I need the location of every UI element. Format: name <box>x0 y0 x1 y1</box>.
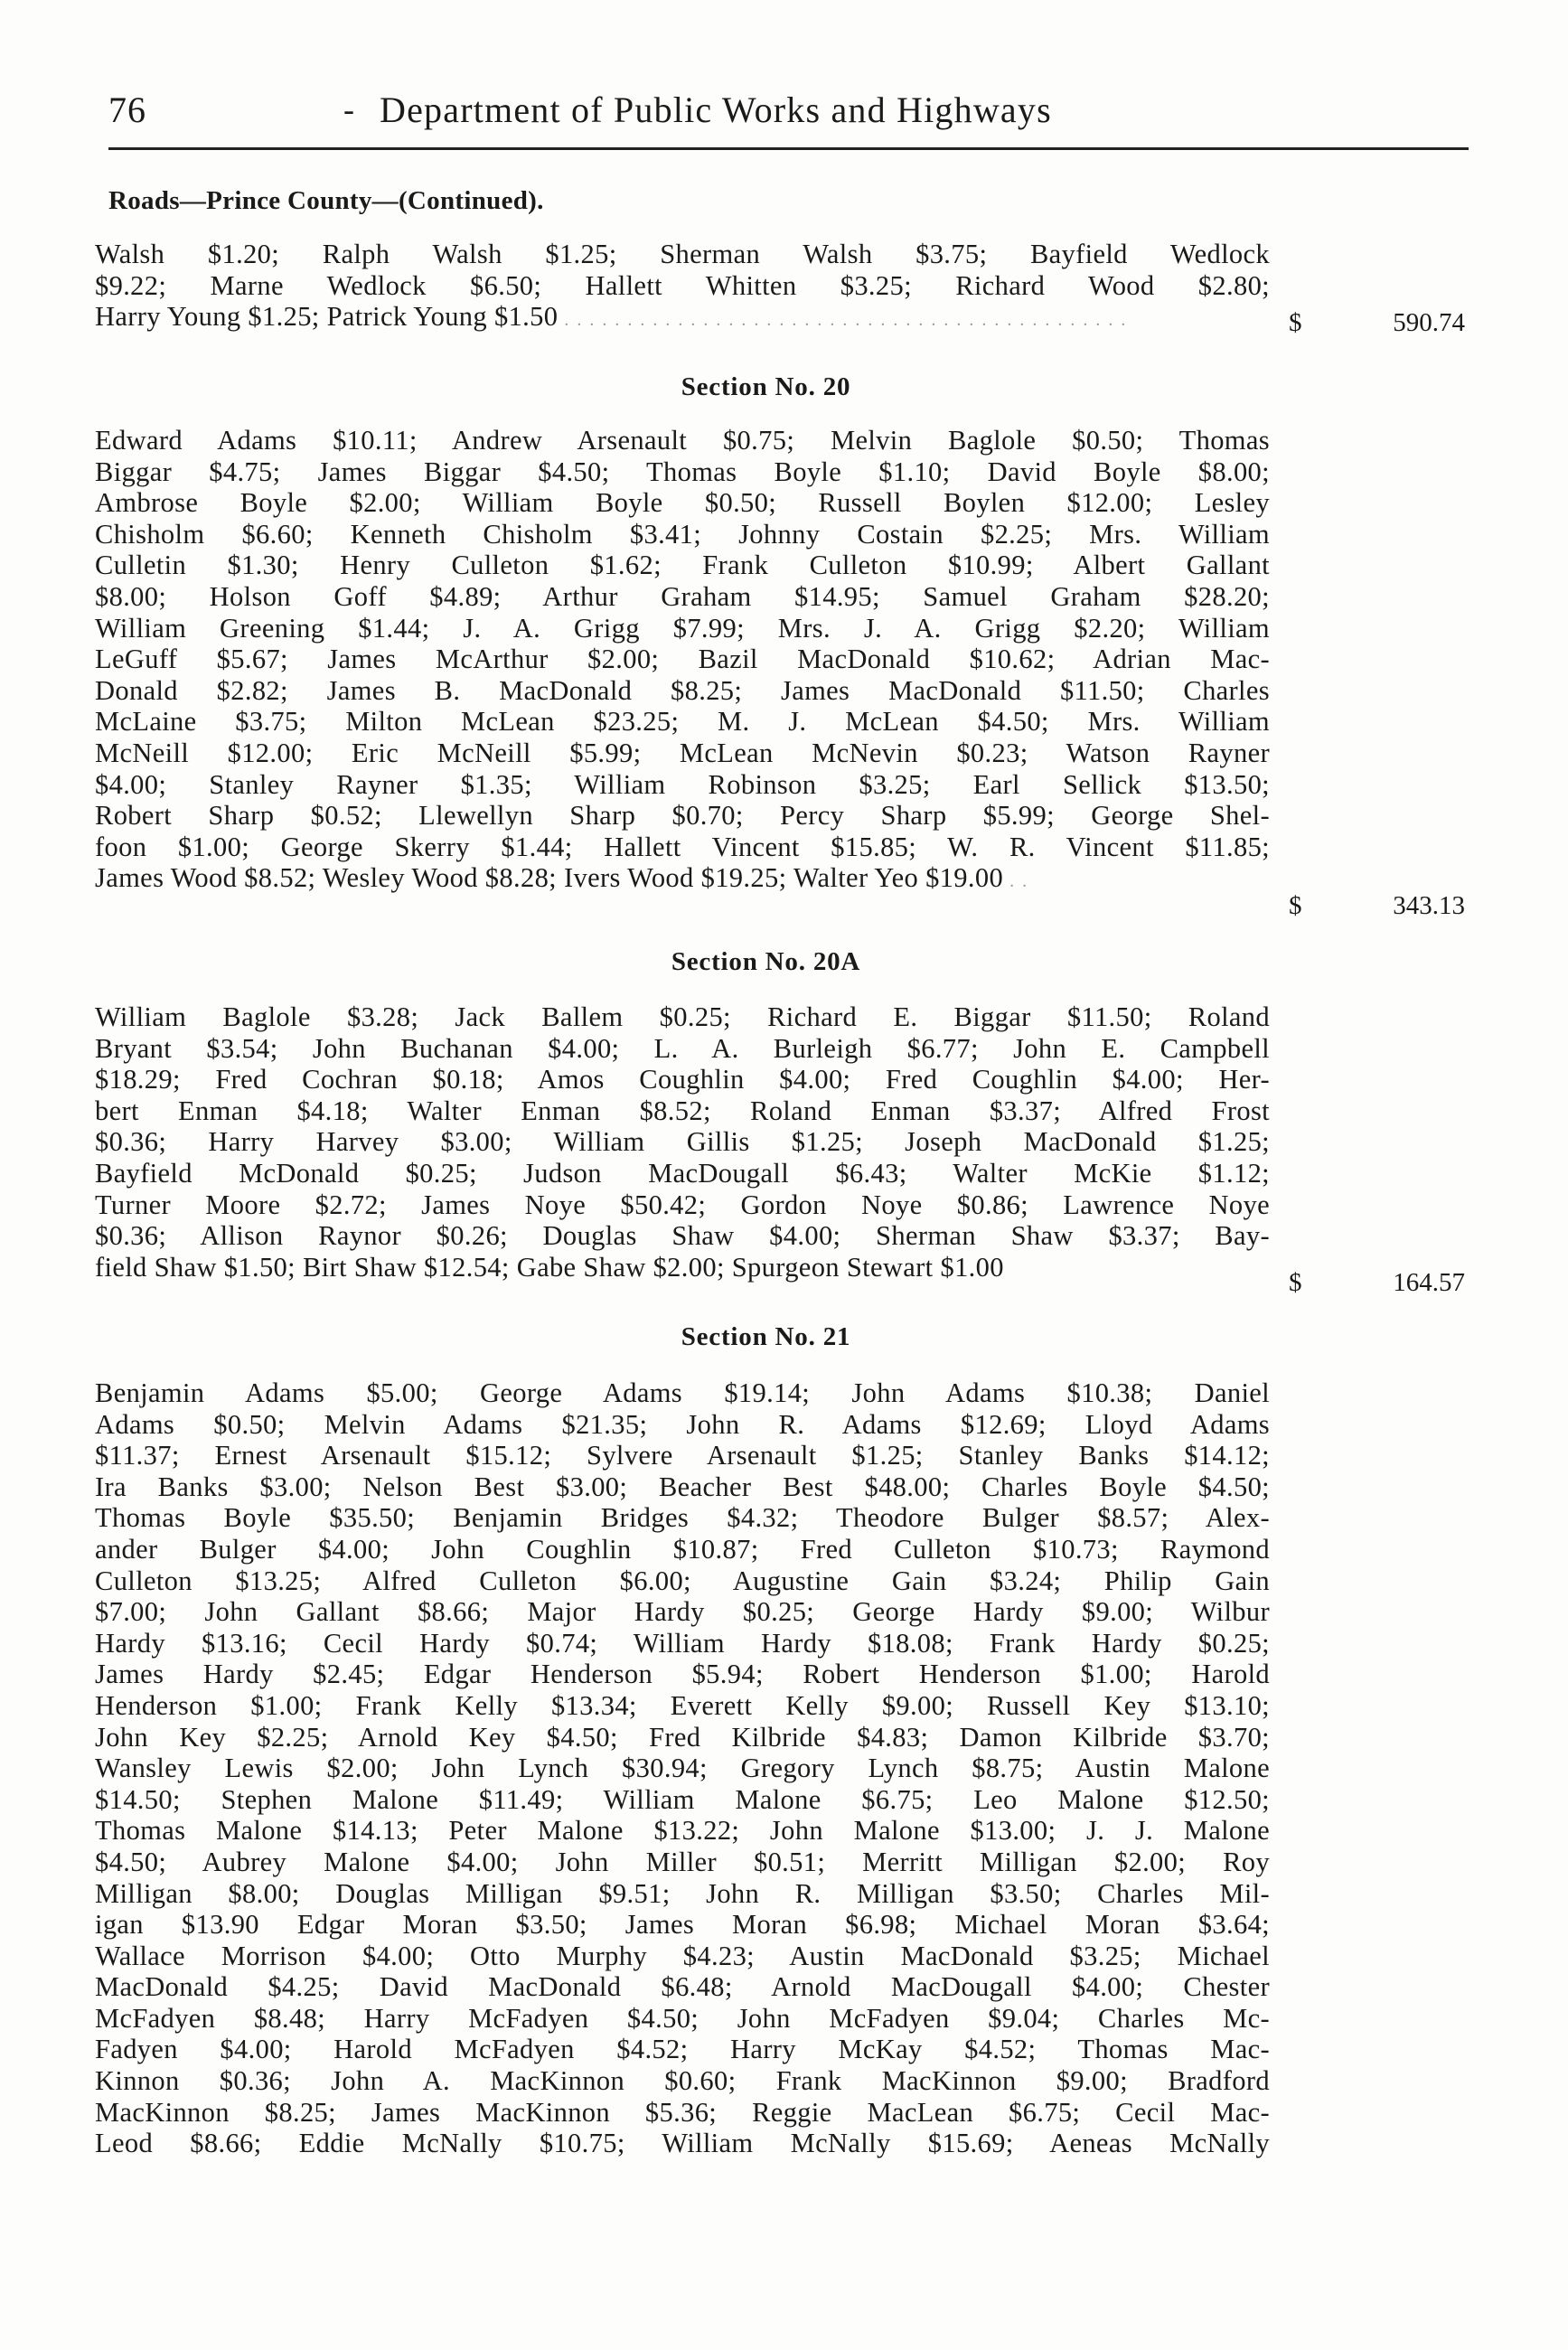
section-entries <box>95 1377 1270 2159</box>
entry-line: $11.37; Ernest Arsenault $15.12; Sylvere Arsenault $1.25; Stanley Banks $14.12; <box>95 1440 1270 1471</box>
entry-line: Thomas Boyle $35.50; Benjamin Bridges $4.32; Theodore Bulger $8.57; Alex- <box>95 1502 1270 1534</box>
entry-line: Milligan $8.00; Douglas Milligan $9.51; John R. Milligan $3.50; Charles Mil- <box>95 1877 1270 1909</box>
entry-line: McLaine $3.75; Milton McLean $23.25; M. J. McLean $4.50; Mrs. William <box>95 706 1270 738</box>
section-heading <box>0 372 1568 402</box>
leader-dots: . . . . . . . . . . . . . . . . . . . . . . . . . . . . . . . . . . . . . . . . . . . . . <box>558 310 1128 331</box>
entry-line-text: Harry Young $1.25; Patrick Young $1.50 <box>95 301 559 333</box>
entry-line: Kinnon $0.36; John A. MacKinnon $0.60; Frank MacKinnon $9.00; Bradford <box>95 2065 1270 2097</box>
section-heading-text: Section No. 21 <box>681 1322 851 1351</box>
section-entries-continued <box>95 239 1270 336</box>
entry-line: Donald $2.82; James B. MacDonald $8.25; James MacDonald $11.50; Charles <box>95 674 1270 706</box>
entry-line: Turner Moore $2.72; James Noye $50.42; Gordon Noye $0.86; Lawrence Noye <box>95 1189 1270 1220</box>
entry-line: McNeill $12.00; Eric McNeill $5.99; McLean McNevin $0.23; Watson Rayner <box>95 737 1270 768</box>
entry-line-text: James Wood $8.52; Wesley Wood $8.28; Ivers Wood $19.25; Walter Yeo $19.00 <box>95 862 1004 894</box>
entry-line: Wansley Lewis $2.00; John Lynch $30.94; Gregory Lynch $8.75; Austin Malone <box>95 1753 1270 1784</box>
entry-line: Benjamin Adams $5.00; George Adams $19.14; John Adams $10.38; Daniel <box>95 1377 1270 1408</box>
entry-line: foon $1.00; George Skerry $1.44; Hallett Vincent $15.85; W. R. Vincent $11.85; <box>95 831 1270 862</box>
section-heading-text: Section No. 20 <box>681 372 851 401</box>
entry-line: Leod $8.66; Eddie McNally $10.75; William McNally $15.69; Aeneas McNally <box>95 2128 1270 2159</box>
entry-line: Culleton $13.25; Alfred Culleton $6.00; Augustine Gain $3.24; Philip Gain <box>95 1565 1270 1596</box>
currency-sign: $ <box>1289 308 1302 337</box>
section-entries <box>95 1001 1270 1283</box>
entry-line: McFadyen $8.48; Harry McFadyen $4.50; John McFadyen $9.04; Charles Mc- <box>95 2002 1270 2034</box>
entry-line: Fadyen $4.00; Harold McFadyen $4.52; Harry McKay $4.52; Thomas Mac- <box>95 2034 1270 2065</box>
section-entries <box>95 425 1270 898</box>
entry-line: $0.36; Allison Raynor $0.26; Douglas Shaw $4.00; Sherman Shaw $3.37; Bay- <box>95 1220 1270 1252</box>
page-number: 76 <box>108 89 146 130</box>
section-heading-text: Section No. 20A <box>671 947 861 976</box>
total-value: 164.57 <box>1393 1268 1465 1297</box>
entry-line-text: field Shaw $1.50; Birt Shaw $12.54; Gabe Shaw $2.00; Spurgeon Stewart $1.00 <box>95 1251 1004 1283</box>
entry-line: Chisholm $6.60; Kenneth Chisholm $3.41; Johnny Costain $2.25; Mrs. William <box>95 518 1270 550</box>
entry-line: ander Bulger $4.00; John Coughlin $10.87; Fred Culleton $10.73; Raymond <box>95 1533 1270 1565</box>
entry-line: John Key $2.25; Arnold Key $4.50; Fred Kilbride $4.83; Damon Kilbride $3.70; <box>95 1721 1270 1753</box>
entry-line: igan $13.90 Edgar Moran $3.50; James Moran $6.98; Michael Moran $3.64; <box>95 1909 1270 1941</box>
page-title: Department of Public Works and Highways <box>380 89 1052 130</box>
entry-line: James Hardy $2.45; Edgar Henderson $5.94; Robert Henderson $1.00; Harold <box>95 1659 1270 1690</box>
entry-line: Wallace Morrison $4.00; Otto Murphy $4.23; Austin MacDonald $3.25; Michael <box>95 1940 1270 1971</box>
entry-line: $14.50; Stephen Malone $11.49; William Malone $6.75; Leo Malone $12.50; <box>95 1783 1270 1815</box>
currency-sign: $ <box>1289 891 1302 920</box>
entry-line: $9.22; Marne Wedlock $6.50; Hallett Whitten $3.25; Richard Wood $2.80; <box>95 269 1270 301</box>
section-heading <box>0 1322 1568 1352</box>
entry-line: Edward Adams $10.11; Andrew Arsenault $0.75; Melvin Baglole $0.50; Thomas <box>95 425 1270 456</box>
entry-line-last <box>95 862 1270 898</box>
entry-line-last <box>95 301 1270 336</box>
section-heading <box>0 947 1568 977</box>
entry-line: $0.36; Harry Harvey $3.00; William Gillis $1.25; Joseph MacDonald $1.25; <box>95 1126 1270 1158</box>
entry-line: Culletin $1.30; Henry Culleton $1.62; Frank Culleton $10.99; Albert Gallant <box>95 550 1270 581</box>
entry-line: Bryant $3.54; John Buchanan $4.00; L. A. Burleigh $6.77; John E. Campbell <box>95 1032 1270 1064</box>
currency-sign: $ <box>1289 1268 1302 1297</box>
entry-line: Ambrose Boyle $2.00; William Boyle $0.50; Russell Boylen $12.00; Lesley <box>95 487 1270 519</box>
header-rule <box>108 147 1469 150</box>
entry-line: bert Enman $4.18; Walter Enman $8.52; Roland Enman $3.37; Alfred Frost <box>95 1095 1270 1126</box>
entry-line: Hardy $13.16; Cecil Hardy $0.74; William Hardy $18.08; Frank Hardy $0.25; <box>95 1627 1270 1659</box>
entry-line: Bayfield McDonald $0.25; Judson MacDougall $6.43; Walter McKie $1.12; <box>95 1157 1270 1189</box>
entry-line: $18.29; Fred Cochran $0.18; Amos Coughlin $4.00; Fred Coughlin $4.00; Her- <box>95 1064 1270 1095</box>
header-dash: - <box>343 91 354 127</box>
total-value: 343.13 <box>1393 891 1465 920</box>
entry-line: $4.00; Stanley Rayner $1.35; William Robinson $3.25; Earl Sellick $13.50; <box>95 768 1270 800</box>
page-header <box>108 89 1469 145</box>
entry-line: Biggar $4.75; James Biggar $4.50; Thomas Boyle $1.10; David Boyle $8.00; <box>95 456 1270 487</box>
entry-line: William Baglole $3.28; Jack Ballem $0.25; Richard E. Biggar $11.50; Roland <box>95 1001 1270 1032</box>
entry-line: $4.50; Aubrey Malone $4.00; John Miller $0.51; Merritt Milligan $2.00; Roy <box>95 1846 1270 1877</box>
leader-dots: . . <box>1003 871 1029 892</box>
entry-line: William Greening $1.44; J. A. Grigg $7.99; Mrs. J. A. Grigg $2.20; William <box>95 612 1270 644</box>
entry-line: MacDonald $4.25; David MacDonald $6.48; Arnold MacDougall $4.00; Chester <box>95 1971 1270 2003</box>
entry-line: Walsh $1.20; Ralph Walsh $1.25; Sherman Walsh $3.75; Bayfield Wedlock <box>95 239 1270 269</box>
entry-line: MacKinnon $8.25; James MacKinnon $5.36; Reggie MacLean $6.75; Cecil Mac- <box>95 2096 1270 2128</box>
entry-line: Adams $0.50; Melvin Adams $21.35; John R. Adams $12.69; Lloyd Adams <box>95 1408 1270 1440</box>
entry-line: Robert Sharp $0.52; Llewellyn Sharp $0.70; Percy Sharp $5.99; George Shel- <box>95 800 1270 832</box>
entry-line: LeGuff $5.67; James McArthur $2.00; Bazil MacDonald $10.62; Adrian Mac- <box>95 644 1270 675</box>
continued-heading: Roads—Prince County—(Continued). <box>108 186 544 215</box>
entry-line-last <box>95 1252 1270 1283</box>
entry-line: $7.00; John Gallant $8.66; Major Hardy $0.25; George Hardy $9.00; Wilbur <box>95 1596 1270 1628</box>
entry-line: Ira Banks $3.00; Nelson Best $3.00; Beacher Best $48.00; Charles Boyle $4.50; <box>95 1471 1270 1502</box>
entry-line: Henderson $1.00; Frank Kelly $13.34; Everett Kelly $9.00; Russell Key $13.10; <box>95 1689 1270 1721</box>
entry-line: $8.00; Holson Goff $4.89; Arthur Graham $14.95; Samuel Graham $28.20; <box>95 580 1270 612</box>
total-value: 590.74 <box>1393 308 1465 337</box>
entry-line: Thomas Malone $14.13; Peter Malone $13.22; John Malone $13.00; J. J. Malone <box>95 1815 1270 1847</box>
